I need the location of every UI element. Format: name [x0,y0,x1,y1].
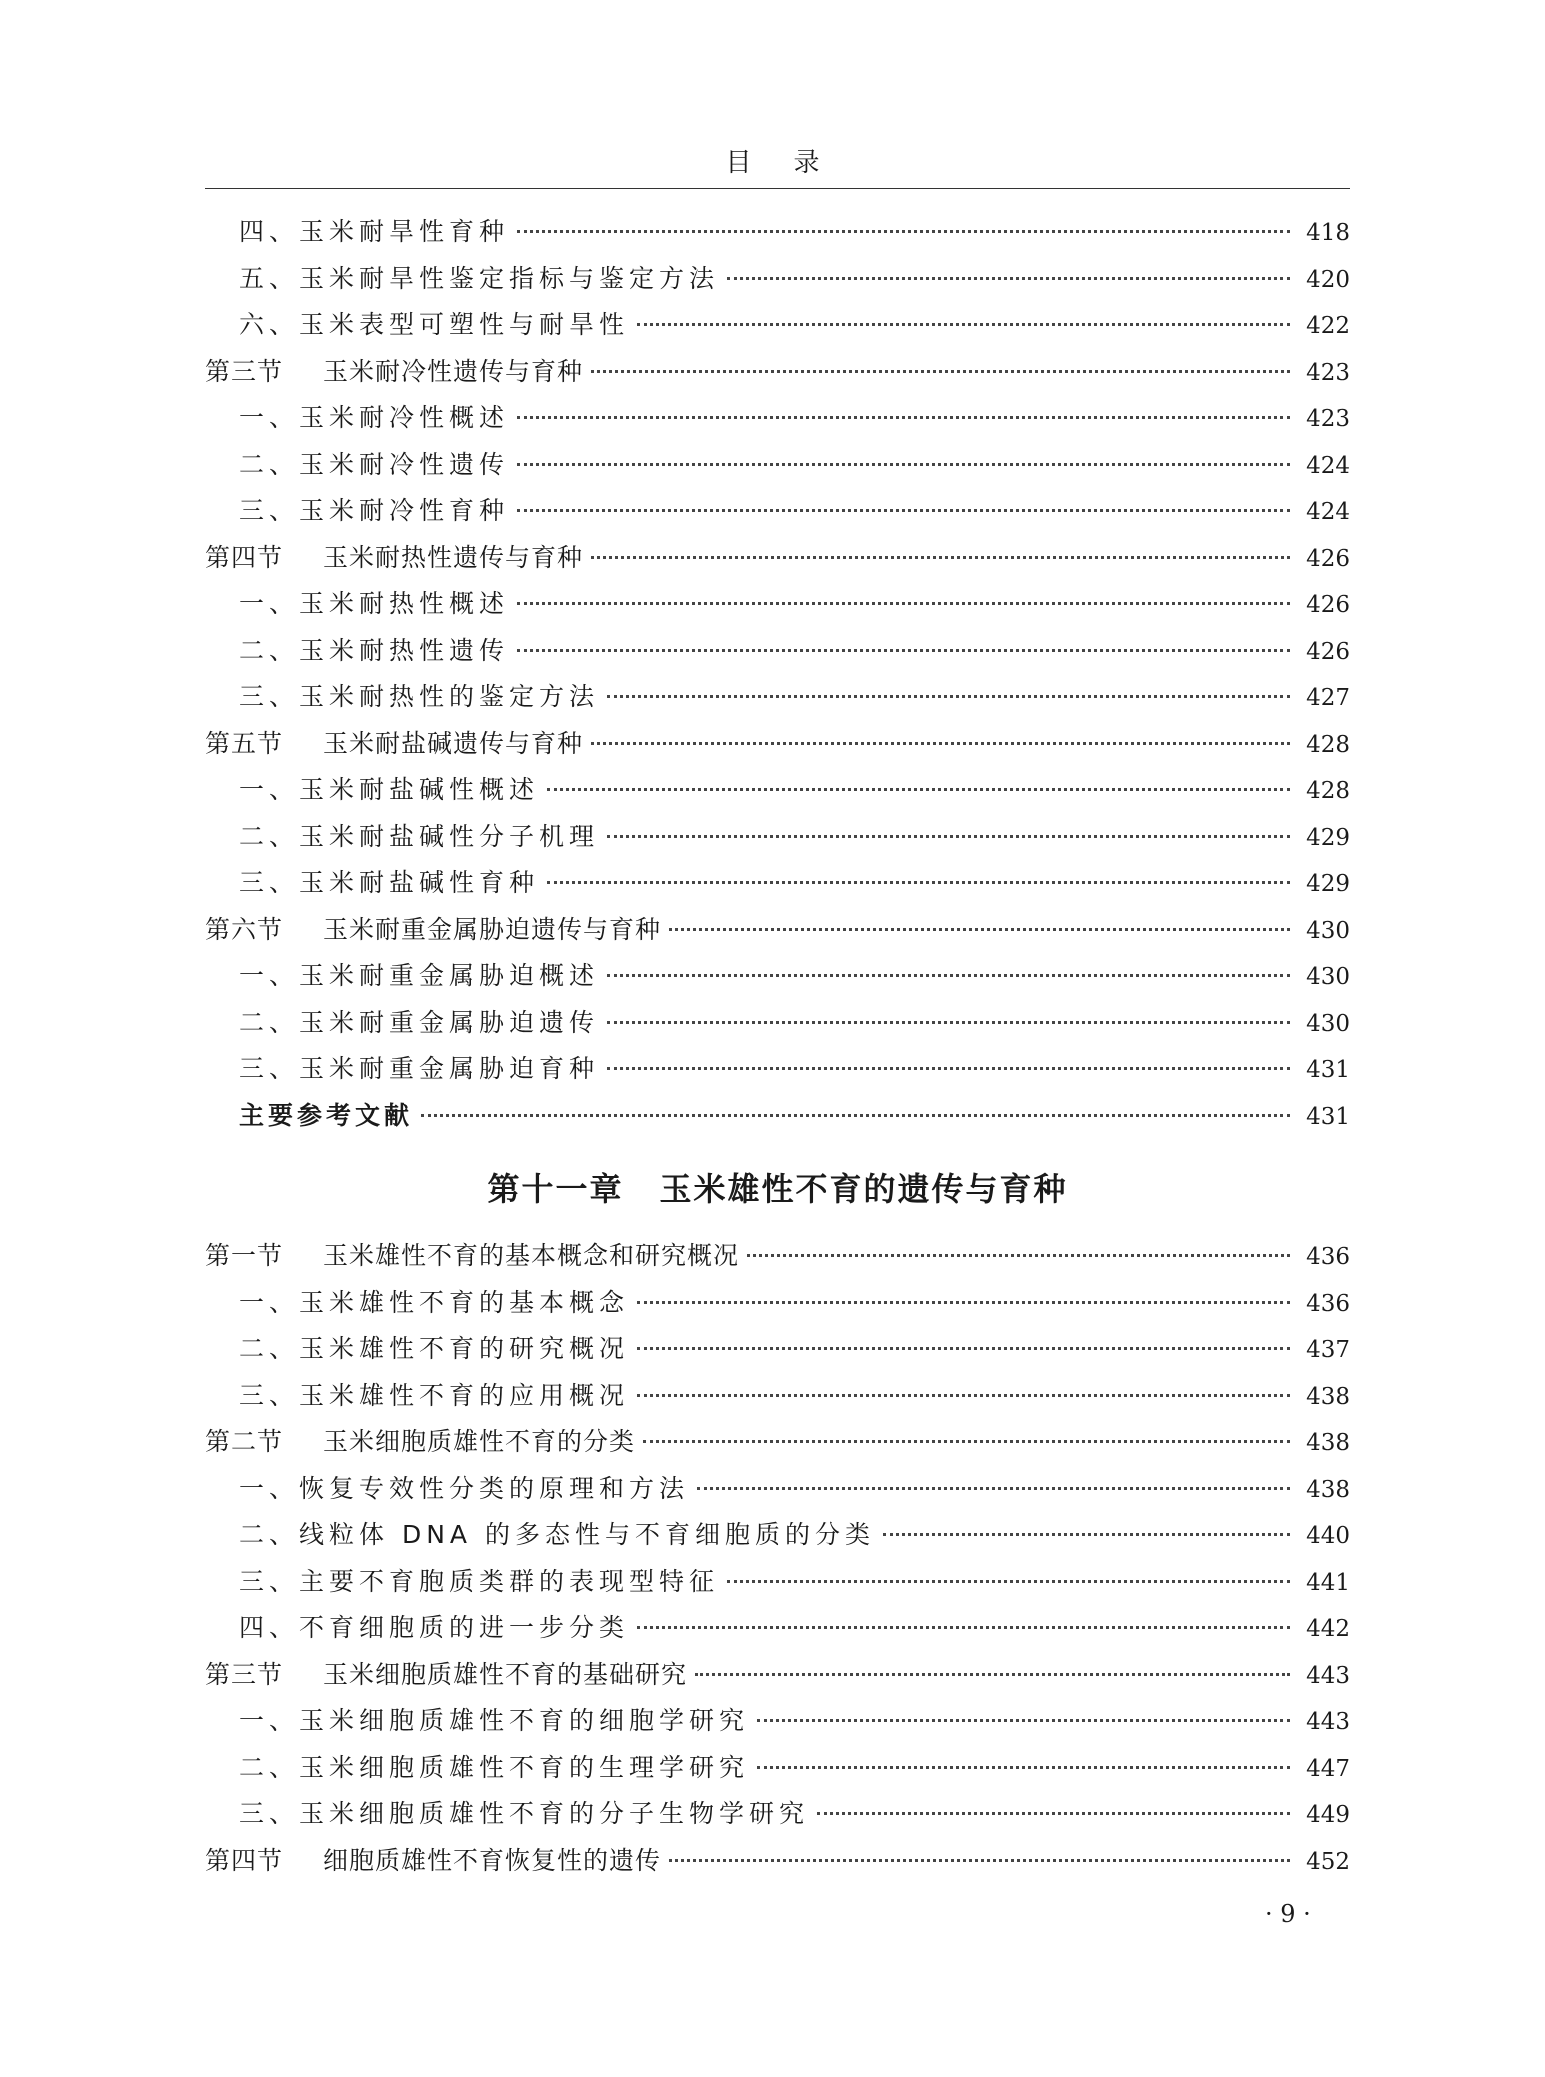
toc-entry [205,305,1350,352]
dot-leader [607,1067,1290,1070]
toc-entry [205,1283,1350,1330]
toc-page-number: 449 [1306,1802,1350,1828]
toc-entry [205,863,1350,910]
dot-leader [517,463,1290,466]
toc-page-number: 436 [1306,1290,1350,1317]
section-title: 玉米细胞质雄性不育的基础研究 [323,1659,688,1689]
toc-entry [205,259,1350,306]
toc-entry-label: 一、玉米耐热性概述 [239,589,510,618]
toc-entry-label: 三、主要不育胞质类群的表现型特征 [239,1566,720,1596]
toc-page-number: 436 [1306,1244,1350,1270]
dot-leader [637,1301,1290,1304]
toc-entry [205,1562,1350,1609]
toc-entry-label: 二、线粒体 DNA 的多态性与不育细胞质的分类 [239,1520,875,1549]
toc-part-2 [205,1236,1350,1887]
section-number: 第三节 [205,1659,284,1689]
toc-page-number: 426 [1306,545,1350,572]
toc-references-entry [205,1096,1350,1143]
dot-leader [547,788,1290,791]
section-title: 玉米细胞质雄性不育的分类 [323,1427,636,1456]
toc-section-entry [205,724,1350,771]
table-of-contents [205,212,1350,1887]
section-number: 第六节 [205,914,284,944]
toc-entry [205,1003,1350,1050]
toc-entry [205,1608,1350,1655]
toc-entry [205,491,1350,538]
section-title: 玉米耐冷性遗传与育种 [323,356,584,386]
dot-leader [727,1580,1290,1583]
dot-leader [669,928,1290,931]
dot-leader [669,1859,1290,1862]
toc-page-number: 437 [1306,1337,1350,1363]
section-title: 玉米雄性不育的基本概念和研究概况 [323,1241,740,1270]
dot-leader [883,1533,1290,1536]
toc-entry-label: 一、恢复专效性分类的原理和方法 [239,1473,690,1503]
toc-page-number: 438 [1306,1476,1350,1503]
toc-entry-label [205,1841,661,1877]
toc-entry-label: 二、玉米耐盐碱性分子机理 [239,821,600,851]
toc-page-number: 442 [1306,1616,1350,1642]
section-number: 第四节 [205,542,284,572]
chapter-title-text: 玉米雄性不育的遗传与育种 [659,1170,1068,1208]
toc-entry-label: 六、玉米表型可塑性与耐旱性 [239,310,630,339]
toc-entry [205,677,1350,724]
toc-page-number: 441 [1306,1569,1350,1596]
chapter-heading [205,1142,1350,1236]
toc-entry [205,1376,1350,1423]
toc-entry [205,212,1350,259]
toc-entry-label: 二、玉米耐热性遗传 [239,635,510,665]
toc-entry [205,631,1350,678]
toc-page-number: 452 [1306,1848,1350,1875]
toc-page-number: 426 [1306,592,1350,618]
toc-entry-label: 五、玉米耐旱性鉴定指标与鉴定方法 [239,263,720,293]
chapter-number: 第十一章 [487,1170,624,1208]
dot-leader [637,1394,1290,1397]
toc-page-number: 447 [1306,1755,1350,1782]
toc-entry-label [205,1655,687,1691]
dot-leader [637,323,1290,326]
dot-leader [421,1114,1290,1117]
toc-entry [205,1701,1350,1748]
section-title: 玉米耐热性遗传与育种 [323,542,584,572]
toc-entry [205,956,1350,1003]
dot-leader [757,1766,1290,1769]
toc-entry-label: 一、玉米耐重金属胁迫概述 [239,961,600,990]
toc-section-entry [205,1422,1350,1469]
toc-page-number: 438 [1306,1430,1350,1456]
toc-page-number: 431 [1306,1057,1350,1083]
dot-leader [637,1347,1290,1350]
toc-entry-label: 一、玉米耐盐碱性概述 [239,775,540,804]
toc-page-number: 423 [1306,406,1350,432]
toc-page-number: 424 [1306,452,1350,479]
toc-entry-label: 一、玉米细胞质雄性不育的细胞学研究 [239,1706,750,1735]
toc-entry-label: 二、玉米耐冷性遗传 [239,449,510,479]
toc-page-number: 428 [1306,731,1350,758]
toc-entry [205,445,1350,492]
dot-leader [517,602,1290,605]
toc-page-number: 431 [1306,1103,1350,1130]
toc-page-number: 422 [1306,313,1350,339]
dot-leader [517,230,1290,233]
dot-leader [591,742,1290,745]
dot-leader [607,695,1290,698]
toc-entry-label [205,1236,739,1272]
toc-entry [205,398,1350,445]
toc-entry-label: 三、玉米耐冷性育种 [239,496,510,525]
toc-entry [205,817,1350,864]
toc-entry [205,1794,1350,1841]
section-title: 玉米耐盐碱遗传与育种 [323,728,584,758]
toc-page-number: 438 [1306,1383,1350,1410]
toc-entry-label: 一、玉米雄性不育的基本概念 [239,1287,630,1317]
toc-page-number: 430 [1306,964,1350,990]
dot-leader [517,416,1290,419]
toc-entry-label [205,1422,635,1458]
dot-leader [727,277,1290,280]
toc-page-number: 427 [1306,685,1350,711]
dot-leader [607,974,1290,977]
toc-page-number: 426 [1306,638,1350,665]
toc-page-number: 440 [1306,1523,1350,1549]
dot-leader [517,649,1290,652]
toc-entry [205,1515,1350,1562]
dot-leader [817,1812,1290,1815]
toc-entry-label: 三、玉米耐热性的鉴定方法 [239,682,600,711]
section-number: 第二节 [205,1427,284,1456]
toc-entry-label: 三、玉米耐盐碱性育种 [239,868,540,897]
toc-section-entry [205,1841,1350,1888]
toc-entry-label [205,724,583,760]
toc-section-entry [205,1655,1350,1702]
toc-entry-label [205,910,661,946]
toc-entry-label: 二、玉米细胞质雄性不育的生理学研究 [239,1752,750,1782]
dot-leader [607,835,1290,838]
toc-section-entry [205,1236,1350,1283]
toc-part-1 [205,212,1350,1142]
dot-leader [591,556,1290,559]
toc-entry [205,1049,1350,1096]
running-header-title: 目录 [725,148,862,178]
toc-page-number: 430 [1306,917,1350,944]
dot-leader [695,1673,1290,1676]
toc-page-number: 424 [1306,499,1350,525]
dot-leader [697,1487,1290,1490]
toc-entry-label: 一、玉米耐冷性概述 [239,403,510,432]
dot-leader [747,1254,1290,1257]
toc-page-number: 430 [1306,1010,1350,1037]
toc-entry-label: 二、玉米耐重金属胁迫遗传 [239,1007,600,1037]
dot-leader [643,1440,1290,1443]
toc-entry-label: 三、玉米细胞质雄性不育的分子生物学研究 [239,1799,810,1828]
toc-entry-label [205,352,583,388]
section-number: 第三节 [205,356,284,386]
toc-entry-label: 四、玉米耐旱性育种 [239,217,510,246]
toc-entry-label: 二、玉米雄性不育的研究概况 [239,1334,630,1363]
toc-section-entry [205,352,1350,399]
toc-entry-label: 三、玉米雄性不育的应用概况 [239,1380,630,1410]
toc-page-number: 443 [1306,1709,1350,1735]
toc-entry-label [205,538,583,574]
toc-section-entry [205,538,1350,585]
toc-page-number: 423 [1306,359,1350,386]
toc-entry [205,584,1350,631]
dot-leader [607,1021,1290,1024]
toc-page-number: 418 [1306,220,1350,246]
toc-page-number: 429 [1306,824,1350,851]
header-divider [205,188,1350,189]
toc-page-number: 428 [1306,778,1350,804]
toc-entry-label: 四、不育细胞质的进一步分类 [239,1613,630,1642]
section-title: 细胞质雄性不育恢复性的遗传 [323,1845,662,1875]
toc-entry-label: 三、玉米耐重金属胁迫育种 [239,1054,600,1083]
dot-leader [757,1719,1290,1722]
toc-entry-label: 主要参考文献 [239,1100,414,1130]
section-number: 第一节 [205,1241,284,1270]
toc-page-number: 429 [1306,871,1350,897]
toc-entry [205,770,1350,817]
toc-section-entry [205,910,1350,957]
toc-entry [205,1748,1350,1795]
dot-leader [547,881,1290,884]
toc-entry [205,1469,1350,1516]
dot-leader [517,509,1290,512]
section-title: 玉米耐重金属胁迫遗传与育种 [323,914,662,944]
toc-entry [205,1329,1350,1376]
dot-leader [591,370,1290,373]
toc-page-number: 420 [1306,266,1350,293]
section-number: 第五节 [205,728,284,758]
toc-page-number: 443 [1306,1662,1350,1689]
dot-leader [637,1626,1290,1629]
section-number: 第四节 [205,1845,284,1875]
page-number: · 9 · [1265,1900,1311,1928]
